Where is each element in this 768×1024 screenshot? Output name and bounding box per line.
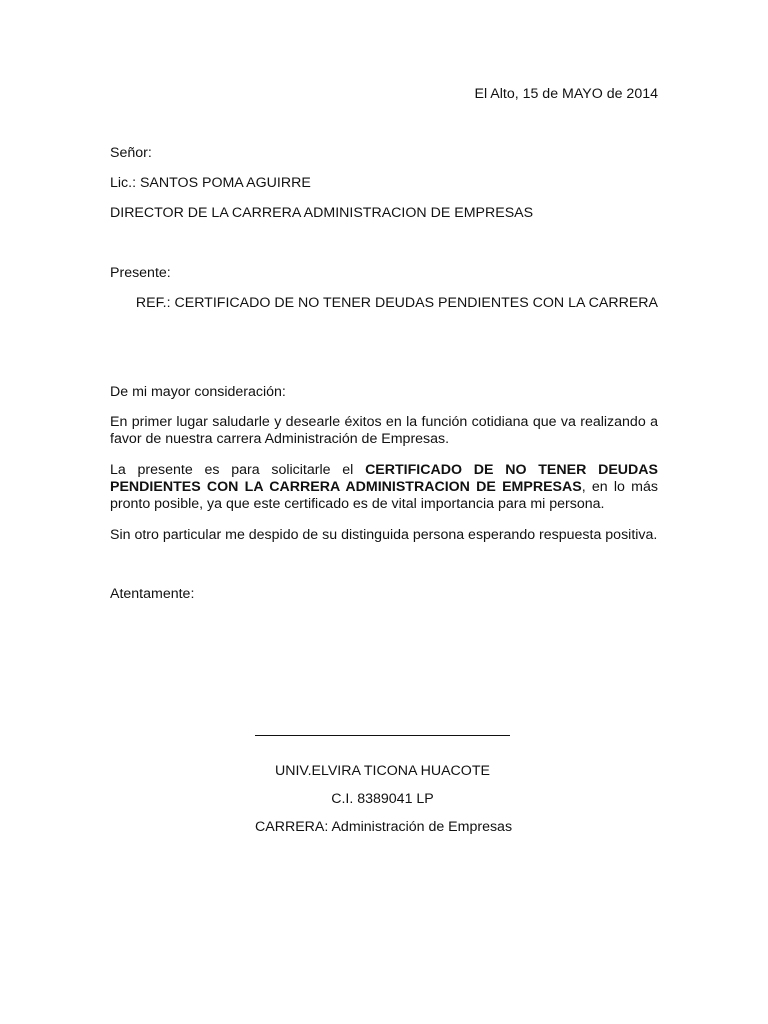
paragraph-2-ending: , en lo más pronto posible, ya que este certificado es de vital importancia para mi persona. <box>110 479 658 512</box>
signature-career: CARRERA: Administración de Empresas <box>255 819 513 835</box>
paragraph-2 <box>110 462 658 513</box>
paragraph-1: En primer lugar saludarle y desearle éxitos en la función cotidiana que va realizando a favor de nuestra carrera Administración de Empresas. <box>110 414 658 447</box>
signature-line <box>255 735 510 736</box>
paragraph-2-bold-request: CERTIFICADO DE NO TENER DEUDAS PENDIENTES CON LA CARRERA ADMINISTRACION DE EMPRESAS <box>110 462 658 495</box>
reference-line: REF.: CERTIFICADO DE NO TENER DEUDAS PENDIENTES CON LA CARRERA <box>135 295 658 311</box>
paragraph-2-intro: La presente es para solicitarle el <box>110 462 366 478</box>
paragraph-3: Sin otro particular me despido de su distinguida persona esperando respuesta positiva. <box>110 527 658 543</box>
signature-name: UNIV.ELVIRA TICONA HUACOTE <box>275 763 490 779</box>
closing: Atentamente: <box>110 586 195 602</box>
greeting: De mi mayor consideración: <box>110 384 286 400</box>
recipient-title: DIRECTOR DE LA CARRERA ADMINISTRACION DE EMPRESAS <box>110 205 534 221</box>
recipient-name: Lic.: SANTOS POMA AGUIRRE <box>110 175 311 191</box>
letter-date: El Alto, 15 de MAYO de 2014 <box>474 86 658 102</box>
presente-label: Presente: <box>110 265 171 281</box>
salutation: Señor: <box>110 145 152 161</box>
signature-ci: C.I. 8389041 LP <box>331 791 434 807</box>
